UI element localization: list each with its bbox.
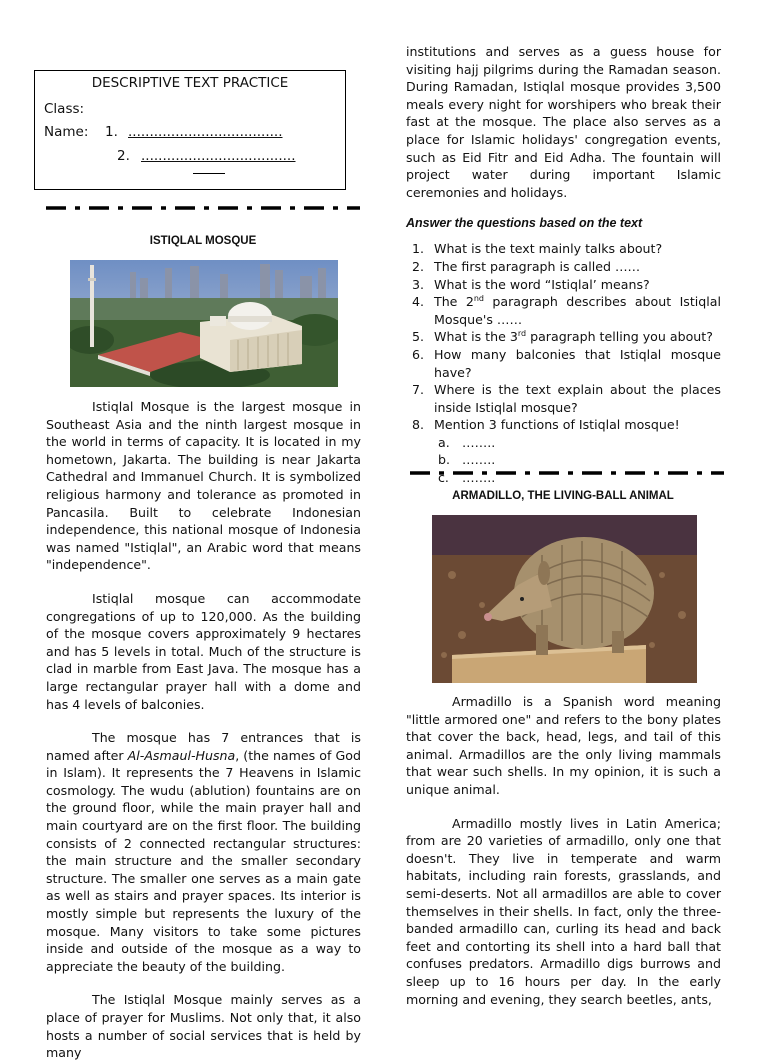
name-number-1: 1. bbox=[105, 124, 118, 140]
question-4: 4. The 2nd paragraph describes about Istiqlal Mosque's …… bbox=[412, 293, 721, 327]
question-3: 3. What is the word “Istiqlal’ means? bbox=[412, 276, 650, 292]
question-7: 7. Where is the text explain about the places inside Istiqlal mosque? bbox=[412, 382, 721, 415]
class-label: Class: bbox=[44, 101, 85, 117]
istiqlal-paragraph-4-continued: institutions and serves as a guess house for visiting hajj pilgrims during the Ramadan season. During Ramadan, Istiqlal mosque provides 3,500 meals every night for worshipers who break their fast at the mosque. The place also serves as a place for Islamic holidays' congregation events, such as Eid Fitr and Eid Adha. The fountain will project water during important Islamic ceremonies and holidays. bbox=[406, 44, 721, 200]
question-2: 2. The first paragraph is called …… bbox=[412, 258, 641, 274]
armadillo-photo bbox=[432, 515, 697, 683]
mosque-photo bbox=[70, 260, 338, 387]
question-1: 1. What is the text mainly talks about? bbox=[412, 241, 663, 257]
questions-heading: Answer the questions based on the text bbox=[406, 216, 643, 231]
p3-italic-term: Al-Asmaul-Husna bbox=[127, 747, 236, 763]
question-8: 8. Mention 3 functions of Istiqlal mosque! a. …….. b. …….. c. …….. bbox=[406, 416, 721, 486]
istiqlal-paragraph-3 bbox=[46, 729, 361, 975]
istiqlal-paragraph-1: Istiqlal Mosque is the largest mosque in Southeast Asia and the ninth largest mosque in the world in terms of capacity. It is located in my hometown, Jakarta. The building is near Jakarta Cathedral and Immanuel Church. It is symbolized religious harmony and tolerance as promoted in Pancasila. Built to celebrate Indonesian independence, this national mosque of Indonesia was named "Istiqlal", an Arabic word that means "independence". bbox=[46, 399, 361, 573]
armadillo-heading: ARMADILLO, THE LIVING-BALL ANIMAL bbox=[452, 490, 674, 502]
underline-blank bbox=[193, 173, 225, 174]
armadillo-paragraph-1: Armadillo is a Spanish word meaning "little armored one" and refers to the bony plates that cover the back, head, legs, and tail of this animal. Armadillos are the only living mammals that wear such shells. In my opinion, it is such a unique animal. bbox=[406, 694, 721, 797]
p3-text-b: , (the names of God in Islam). It represents the 7 Heavens in Islamic cosmology. The wudu (ablution) fountains are on the ground floor, while the main prayer hall and main courtyard are on the first floor. The building consists of 2 connected rectangular structures: the main structure and the smaller secondary structure. The smaller one serves as a main gate as well as stairs and prayer spaces. Its interior is mostly simple but represents the luxury of the mosque. Many visitors to take some pictures inside and outside of the mosque as a way to appreciate the beauty of the building. bbox=[46, 747, 361, 974]
questions-list bbox=[406, 240, 721, 486]
question-5: 5. What is the 3rd paragraph telling you about? bbox=[412, 329, 713, 345]
answer-blank-a: a. …….. bbox=[438, 434, 496, 450]
name-label: Name: bbox=[44, 124, 89, 140]
armadillo-paragraph-2: Armadillo mostly lives in Latin America; from are 20 varieties of armadillo, only one that doesn't. They live in temperate and warm habitats, including rain forests, grasslands, and semi-deserts. Not all armadillos are able to cover themselves in their shells. In fact, only the three-banded armadillo can, curling its head and back feet and contorting its shell into a hard ball that confuses predators. Armadillo digs burrows and sleep up to 16 hours per day. In the early morning and evening, they search beetles, ants, bbox=[406, 815, 721, 1007]
answer-blank-c: c. …….. bbox=[438, 470, 496, 486]
istiqlal-paragraph-4: The Istiqlal Mosque mainly serves as a place of prayer for Muslims. Not only that, it also hosts a number of social services that is held by many bbox=[46, 992, 361, 1061]
section-divider-right bbox=[410, 471, 724, 475]
student-info-box bbox=[34, 70, 346, 190]
istiqlal-paragraph-2: Istiqlal mosque can accommodate congregations of up to 120,000. As the building of the mosque covers approximately 9 hectares and has 5 levels in total. Much of the structure is clad in marble from East Java. The mosque has a large rectangular prayer hall with a dome and has 4 levels of balconies. bbox=[46, 590, 361, 712]
section-divider-left bbox=[46, 206, 360, 210]
istiqlal-heading: ISTIQLAL MOSQUE bbox=[149, 235, 257, 247]
name-blank-2: .................................... bbox=[141, 148, 296, 164]
name-number-2: 2. bbox=[117, 148, 130, 164]
p3-text-a: The mosque has 7 entrances that is named after bbox=[46, 730, 361, 763]
worksheet-title: DESCRIPTIVE TEXT PRACTICE bbox=[91, 75, 289, 91]
question-6: 6. How many balconies that Istiqlal mosque have? bbox=[412, 346, 721, 380]
name-blank-1: .................................... bbox=[128, 124, 283, 140]
question-8-answers bbox=[434, 434, 721, 487]
answer-blank-b: b. …….. bbox=[438, 452, 496, 468]
